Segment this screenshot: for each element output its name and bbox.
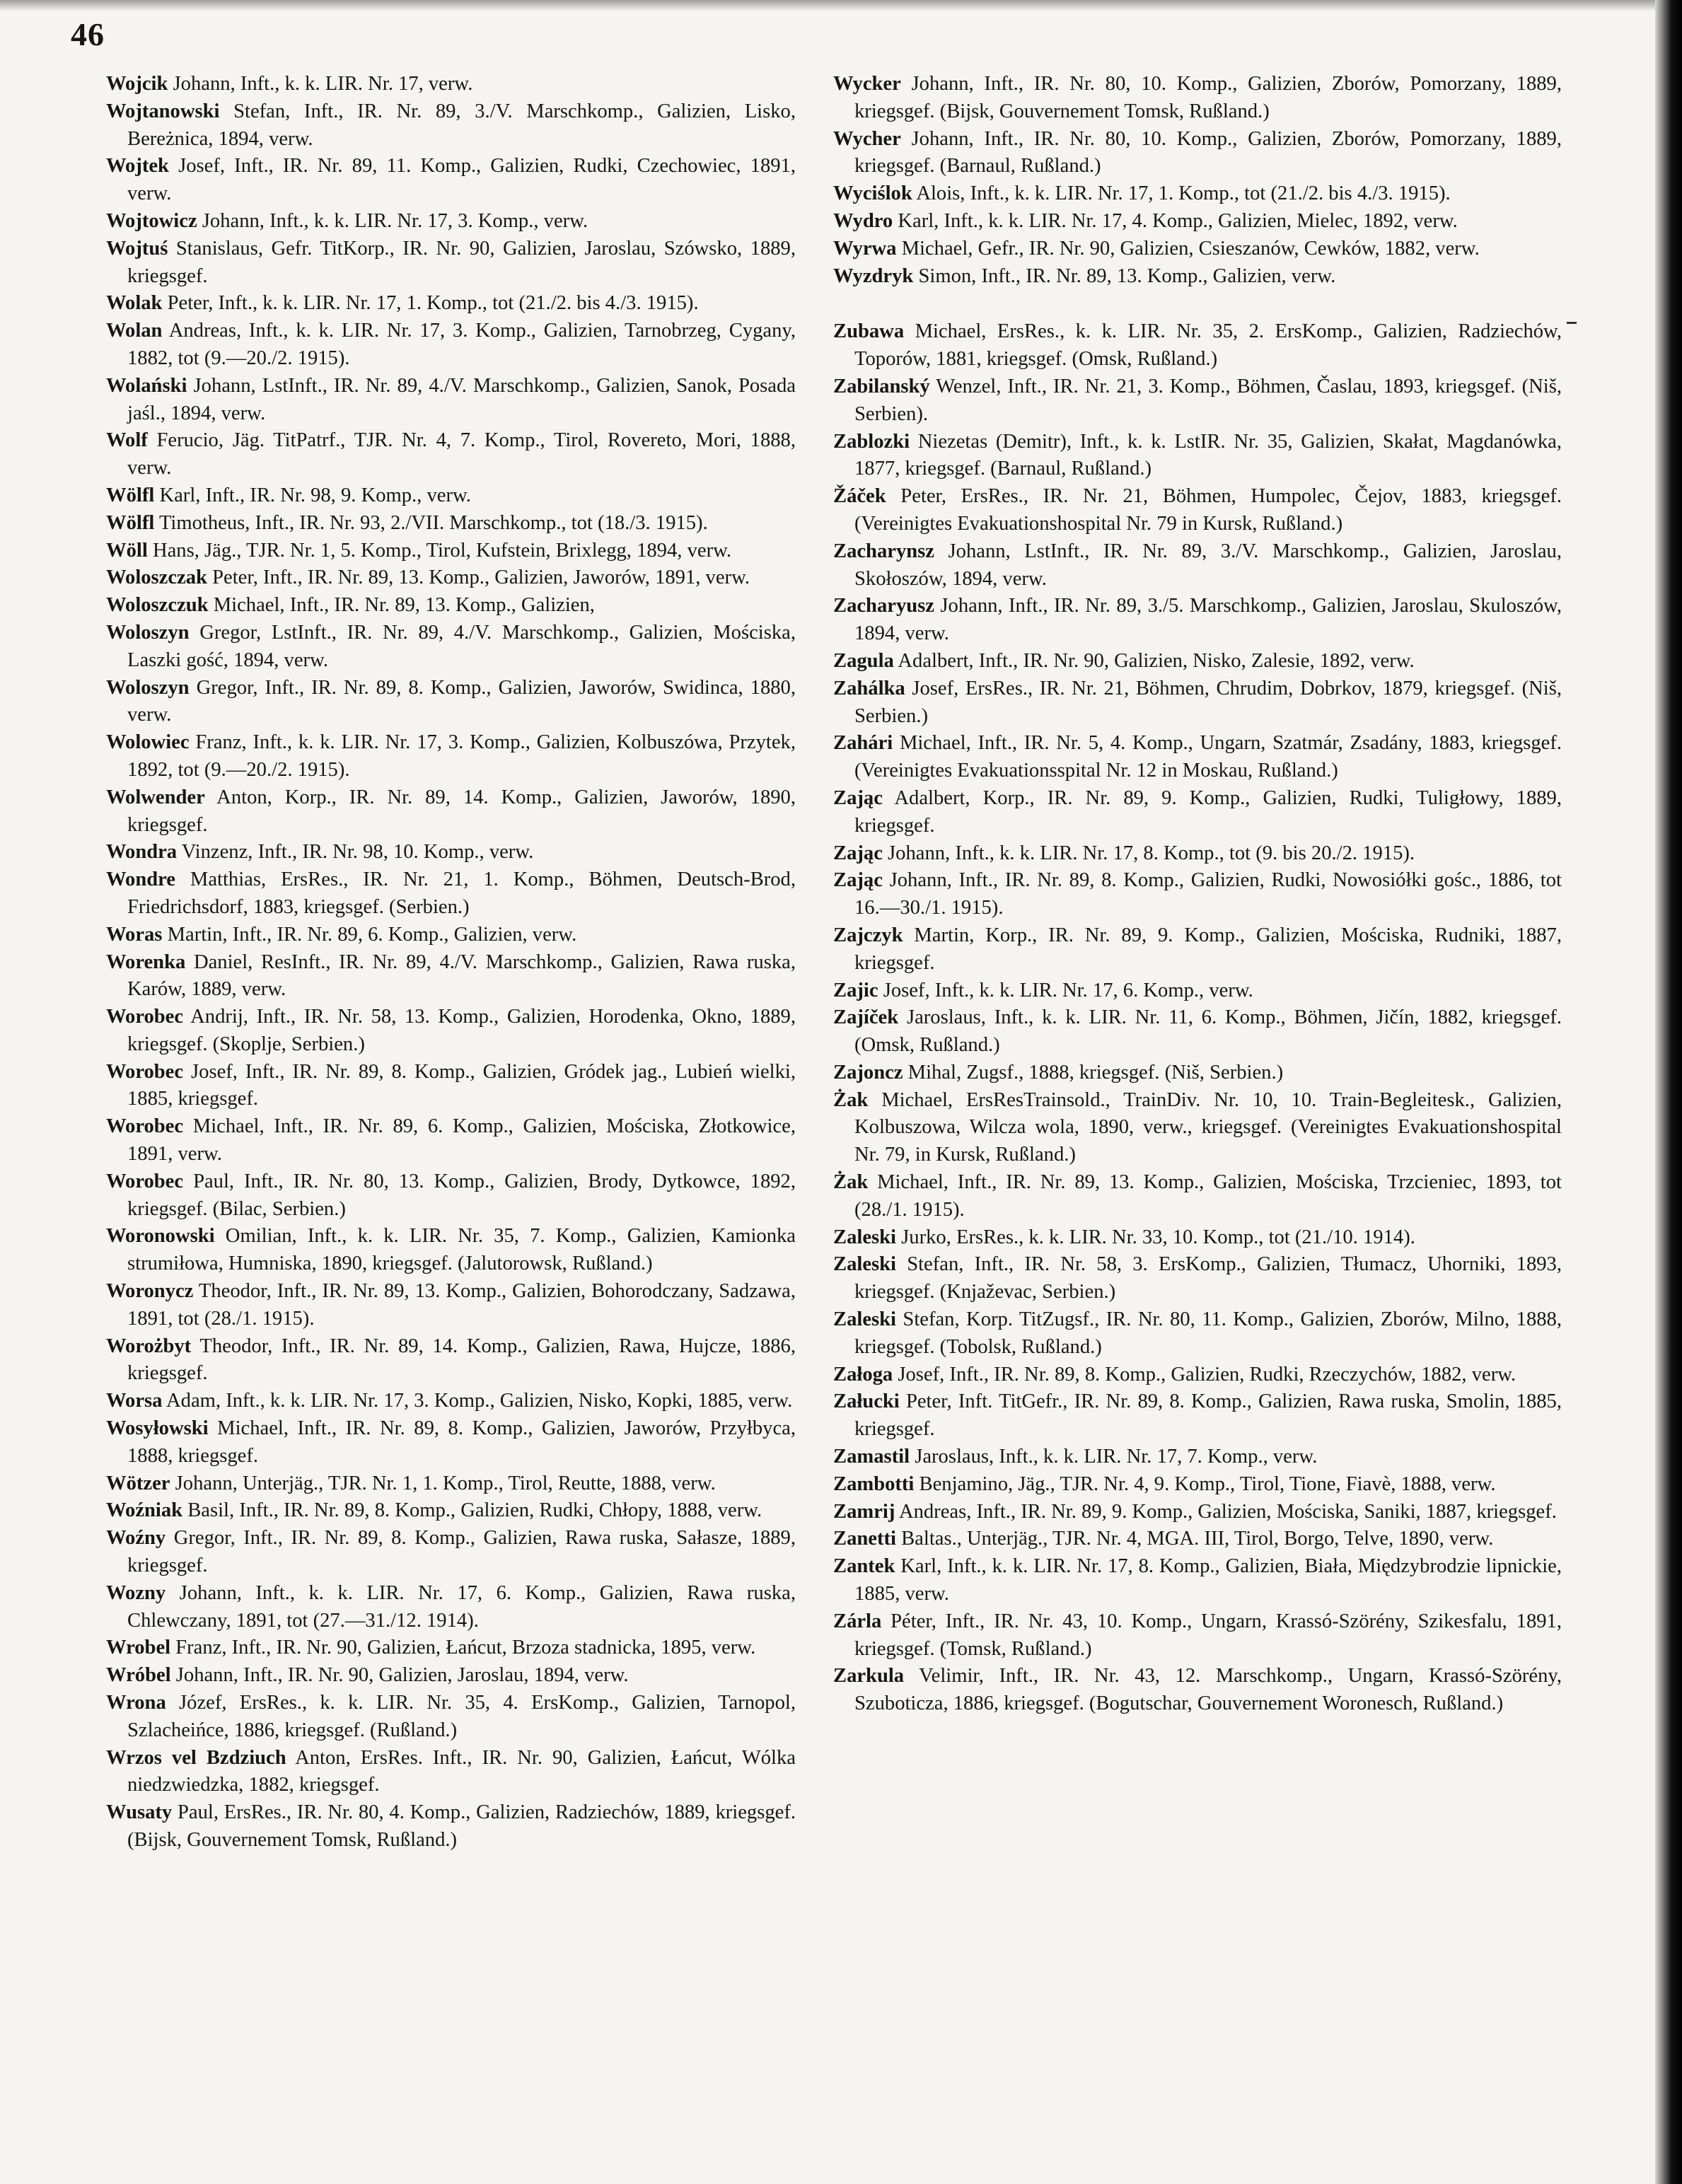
entry-details: Johann, Unterjäg., TJR. Nr. 1, 1. Komp., Tirol, Reutte, 1888, verw. <box>175 1472 716 1494</box>
entry-surname: Zárla <box>833 1610 882 1632</box>
entry-details: Gregor, LstInft., IR. Nr. 89, 4./V. Marschkomp., Galizien, Mościska, Laszki gość, 1894, verw. <box>127 621 796 671</box>
entry-details: Adalbert, Inft., IR. Nr. 90, Galizien, Nisko, Zalesie, 1892, verw. <box>898 649 1415 672</box>
entry-details: Simon, Inft., IR. Nr. 89, 13. Komp., Galizien, verw. <box>918 265 1336 287</box>
register-entry <box>106 1059 796 1114</box>
entry-details: Karl, Inft., IR. Nr. 98, 9. Komp., verw. <box>159 484 471 506</box>
entry-surname: Wycker <box>833 73 901 95</box>
entry-surname: Wolwender <box>106 786 205 808</box>
entry-details: Peter, Inft., IR. Nr. 89, 13. Komp., Galizien, Jaworów, 1891, verw. <box>212 567 750 589</box>
register-entry <box>106 1278 796 1333</box>
register-entry <box>106 1004 796 1059</box>
register-entry <box>106 675 796 730</box>
register-entry <box>106 427 796 482</box>
entry-details: Peter, Inft., k. k. LIR. Nr. 17, 1. Komp., tot (21./2. bis 4./3. 1915). <box>167 292 699 315</box>
register-entry <box>833 1361 1562 1389</box>
register-entry <box>833 180 1562 208</box>
register-entry <box>833 1499 1562 1526</box>
entry-details: Paul, ErsRes., IR. Nr. 80, 4. Komp., Galizien, Radziechów, 1889, kriegsgef. (Bijsk, Gouvernement Tomsk, Rußland.) <box>127 1801 796 1851</box>
entry-surname: Wosyłowski <box>106 1417 209 1440</box>
margin-dash-mark <box>1567 322 1577 324</box>
register-entry <box>106 922 796 949</box>
entry-surname: Zambotti <box>833 1473 915 1495</box>
entry-surname: Zahári <box>833 732 893 755</box>
entry-details: Josef, Inft., IR. Nr. 89, 8. Komp., Galizien, Rudki, Rzeczychów, 1882, verw. <box>898 1363 1516 1386</box>
entry-details: Michael, Inft., IR. Nr. 5, 4. Komp., Ungarn, Szatmár, Zsadány, 1883, kriegsgef. (Vereinigtes Evakuationsspital Nr. 12 in Moskau, Rußland.) <box>854 732 1562 782</box>
entry-details: Timotheus, Inft., IR. Nr. 93, 2./VII. Marschkomp., tot (18./3. 1915). <box>158 511 708 534</box>
register-entry <box>106 98 796 153</box>
register-entry <box>833 867 1562 922</box>
entry-details: Omilian, Inft., k. k. LIR. Nr. 35, 7. Komp., Galizien, Kamionka strumiłowa, Humniska, 1890, kriegsgef. (Jalutorowsk, Rußland.) <box>127 1225 796 1275</box>
entry-details: Franz, Inft., IR. Nr. 90, Galizien, Łańcut, Brzoza stadnicka, 1895, verw. <box>175 1637 756 1659</box>
entry-surname: Żak <box>833 1171 869 1194</box>
entry-surname: Woźniak <box>106 1499 183 1522</box>
entry-details: Daniel, ResInft., IR. Nr. 89, 4./V. Marschkomp., Galizien, Rawa ruska, Karów, 1889, verw. <box>127 951 796 1001</box>
entry-details: Johann, Inft., IR. Nr. 80, 10. Komp., Galizien, Zborów, Pomorzany, 1889, kriegsgef. (Barnaul, Rußland.) <box>854 127 1562 178</box>
entry-surname: Wydro <box>833 209 893 232</box>
entry-surname: Woronowski <box>106 1225 215 1248</box>
register-entry <box>833 263 1562 291</box>
register-entry <box>833 730 1562 785</box>
entry-surname: Wolowiec <box>106 731 190 754</box>
register-entry <box>833 429 1562 484</box>
register-entry <box>106 949 796 1004</box>
entry-surname: Wusaty <box>106 1801 173 1824</box>
entry-details: Michael, Inft., IR. Nr. 89, 8. Komp., Galizien, Jaworów, Przyłbyca, 1888, kriegsgef. <box>127 1417 796 1467</box>
entry-surname: Worobec <box>106 1115 184 1138</box>
register-entry <box>106 373 796 428</box>
entry-details: Adam, Inft., k. k. LIR. Nr. 17, 3. Komp., Galizien, Nisko, Kopki, 1885, verw. <box>166 1390 793 1412</box>
entry-details: Michael, Inft., IR. Nr. 89, 6. Komp., Galizien, Mościska, Złotkowice, 1891, verw. <box>127 1115 796 1166</box>
entry-details: Stefan, Korp. TitZugsf., IR. Nr. 80, 11. Komp., Galizien, Zborów, Milno, 1888, kriegsgef. (Tobolsk, Rußland.) <box>854 1308 1562 1358</box>
register-entry <box>833 593 1562 648</box>
register-entry <box>106 1745 796 1800</box>
entry-details: Wenzel, Inft., IR. Nr. 21, 3. Komp., Böhmen, Časlau, 1893, kriegsgef. (Niš, Serbien). <box>854 375 1562 425</box>
register-entry <box>106 1497 796 1525</box>
entry-details: Anton, Korp., IR. Nr. 89, 14. Komp., Galizien, Jaworów, 1890, kriegsgef. <box>127 786 796 836</box>
register-entry <box>833 1306 1562 1361</box>
register-entry <box>833 1224 1562 1252</box>
entry-details: Theodor, Inft., IR. Nr. 89, 14. Komp., Galizien, Rawa, Hujcze, 1886, kriegsgef. <box>127 1335 796 1385</box>
register-entry <box>833 236 1562 263</box>
entry-details: Johann, Inft., k. k. LIR. Nr. 17, 8. Komp., tot (9. bis 20./2. 1915). <box>888 842 1415 864</box>
entry-surname: Wozny <box>106 1581 166 1604</box>
entry-details: Josef, Inft., k. k. LIR. Nr. 17, 6. Komp., verw. <box>883 979 1253 1001</box>
register-entry <box>833 1608 1562 1663</box>
entry-surname: Wróbel <box>106 1664 171 1687</box>
entry-details: Gregor, Inft., IR. Nr. 89, 8. Komp., Galizien, Jaworów, Swidinca, 1880, verw. <box>127 676 796 726</box>
register-entry <box>833 71 1562 126</box>
register-entry <box>106 1388 796 1415</box>
register-entry <box>106 1634 796 1662</box>
entry-details: Michael, ErsRes., k. k. LIR. Nr. 35, 2. ErsKomp., Galizien, Radziechów, Toporów, 1881, kriegsgef. (Omsk, Rußland.) <box>854 320 1562 371</box>
register-entry <box>833 1444 1562 1471</box>
entry-surname: Wondre <box>106 869 175 891</box>
entry-details: Mihal, Zugsf., 1888, kriegsgef. (Niš, Serbien.) <box>907 1061 1284 1084</box>
entry-surname: Wyciślok <box>833 182 912 205</box>
entry-surname: Woźny <box>106 1527 166 1550</box>
register-entry <box>833 483 1562 538</box>
left-column <box>106 71 796 1854</box>
scan-top-edge <box>0 0 1655 11</box>
register-entry <box>833 840 1562 868</box>
entry-surname: Zajczyk <box>833 924 903 946</box>
entry-surname: Woloszyn <box>106 676 190 699</box>
entry-surname: Wojtowicz <box>106 209 197 232</box>
register-entry <box>833 538 1562 593</box>
entry-surname: Zablozki <box>833 430 910 453</box>
entry-surname: Zarkula <box>833 1665 905 1688</box>
entry-surname: Woras <box>106 923 163 946</box>
entry-surname: Zacharynsz <box>833 540 934 562</box>
entry-details: Martin, Inft., IR. Nr. 89, 6. Komp., Galizien, verw. <box>167 923 577 946</box>
entry-surname: Zajic <box>833 979 878 1001</box>
scan-dark-margin <box>1655 0 1682 2184</box>
entry-surname: Worenka <box>106 951 186 973</box>
entry-surname: Żak <box>833 1088 869 1111</box>
entry-surname: Zajoncz <box>833 1061 903 1084</box>
register-entry <box>833 318 1562 373</box>
entry-surname: Wyzdryk <box>833 265 914 287</box>
entry-surname: Załoga <box>833 1363 893 1386</box>
register-entry <box>106 1690 796 1745</box>
entry-details: Johann, Inft., k. k. LIR. Nr. 17, verw. <box>173 73 473 95</box>
entry-surname: Wycher <box>833 127 901 150</box>
entry-surname: Wölfl <box>106 484 155 506</box>
register-entry <box>106 839 796 866</box>
register-entry <box>106 318 796 373</box>
entry-surname: Woronycz <box>106 1280 194 1303</box>
register-entry <box>833 126 1562 181</box>
entry-details: Johann, Inft., IR. Nr. 89, 8. Komp., Galizien, Rudki, Nowosiółki gośc., 1886, tot 16.—30./1. 1915). <box>854 869 1562 919</box>
entry-details: Karl, Inft., k. k. LIR. Nr. 17, 4. Komp., Galizien, Mielec, 1892, verw. <box>898 209 1458 232</box>
entry-details: Alois, Inft., k. k. LIR. Nr. 17, 1. Komp., tot (21./2. bis 4./3. 1915). <box>916 182 1451 205</box>
entry-details: Theodor, Inft., IR. Nr. 89, 13. Komp., Galizien, Bohorodczany, Sadzawa, 1891, tot (28./1. 1915). <box>127 1280 796 1330</box>
register-entry <box>833 1087 1562 1169</box>
entry-surname: Wojtek <box>106 155 169 178</box>
entry-surname: Zamrij <box>833 1500 895 1523</box>
entry-surname: Zubawa <box>833 320 905 343</box>
entry-surname: Zajíček <box>833 1006 899 1029</box>
entry-surname: Wötzer <box>106 1472 170 1494</box>
entry-surname: Wölfl <box>106 511 155 534</box>
right-column-z-section <box>833 318 1562 1718</box>
register-entry <box>833 922 1562 977</box>
right-column-w-section <box>833 71 1562 290</box>
entry-surname: Wojcik <box>106 73 168 95</box>
register-entry <box>106 236 796 291</box>
entry-surname: Zabilanský <box>833 375 930 397</box>
entry-surname: Worobec <box>106 1170 184 1192</box>
entry-surname: Worsa <box>106 1390 163 1412</box>
register-entry <box>106 729 796 784</box>
entry-details: Péter, Inft., IR. Nr. 43, 10. Komp., Ungarn, Krassó-Szörény, Szikesfalu, 1891, kriegsgef. (Tomsk, Rußland.) <box>854 1610 1562 1660</box>
entry-surname: Zając <box>833 786 883 809</box>
entry-surname: Zając <box>833 869 883 892</box>
entry-surname: Załucki <box>833 1390 900 1413</box>
entry-details: Niezetas (Demitr), Inft., k. k. LstIR. Nr. 35, Galizien, Skałat, Magdanówka, 1877, kriegsgef. (Barnaul, Rußland.) <box>854 430 1562 480</box>
entry-details: Franz, Inft., k. k. LIR. Nr. 17, 3. Komp., Galizien, Kolbuszówa, Przytek, 1892, tot (9.—20./2. 1915). <box>127 731 796 781</box>
entry-details: Adalbert, Korp., IR. Nr. 89, 9. Komp., Galizien, Rudki, Tuligłowy, 1889, kriegsgef. <box>854 786 1562 837</box>
entry-surname: Woloszczuk <box>106 594 209 617</box>
register-entry <box>833 977 1562 1005</box>
register-entry <box>833 1251 1562 1306</box>
entry-surname: Zanetti <box>833 1528 896 1550</box>
entry-surname: Wojtuś <box>106 237 168 260</box>
register-entry <box>106 538 796 565</box>
entry-details: Matthias, ErsRes., IR. Nr. 21, 1. Komp., Böhmen, Deutsch-Brod, Friedrichsdorf, 1883, kriegsgef. (Serbien.) <box>127 869 796 918</box>
entry-details: Peter, Inft. TitGefr., IR. Nr. 89, 8. Komp., Galizien, Rawa ruska, Smolin, 1885, kriegsgef. <box>854 1390 1562 1441</box>
entry-surname: Woloszczak <box>106 567 207 589</box>
entry-details: Basil, Inft., IR. Nr. 89, 8. Komp., Galizien, Rudki, Chłopy, 1888, verw. <box>187 1499 762 1522</box>
register-entry <box>833 1169 1562 1224</box>
entry-details: Jaroslaus, Inft., k. k. LIR. Nr. 17, 7. Komp., verw. <box>915 1446 1318 1468</box>
entry-details: Johann, Inft., k. k. LIR. Nr. 17, 3. Komp., verw. <box>202 209 588 232</box>
register-entry <box>106 208 796 236</box>
entry-details: Velimir, Inft., IR. Nr. 43, 12. Marschkomp., Ungarn, Krassó-Szörény, Szuboticza, 1886, kriegsgef. (Bogutschar, Gouvernement Woronesch, Rußland.) <box>854 1665 1562 1715</box>
entry-details: Josef, Inft., IR. Nr. 89, 8. Komp., Galizien, Gródek jag., Lubień wielki, 1885, kriegsgef. <box>127 1060 796 1110</box>
entry-details: Johann, Inft., IR. Nr. 80, 10. Komp., Galizien, Zborów, Pomorzany, 1889, kriegsgef. (Bijsk, Gouvernement Tomsk, Rußland.) <box>854 73 1562 122</box>
entry-surname: Wrzos vel Bzdziuch <box>106 1746 286 1769</box>
register-entry <box>106 510 796 538</box>
entry-details: Jaroslaus, Inft., k. k. LIR. Nr. 11, 6. Komp., Böhmen, Jičín, 1882, kriegsgef. (Omsk, Rußland.) <box>854 1006 1562 1057</box>
register-entry <box>106 784 796 840</box>
entry-surname: Zaleski <box>833 1226 896 1248</box>
entry-surname: Wojtanowski <box>106 100 220 122</box>
entry-surname: Wyrwa <box>833 237 897 260</box>
register-entry <box>106 71 796 98</box>
entry-details: Gregor, Inft., IR. Nr. 89, 8. Komp., Galizien, Rawa ruska, Sałasze, 1889, kriegsgef. <box>127 1527 796 1577</box>
register-entry <box>833 675 1562 731</box>
entry-surname: Worobec <box>106 1006 184 1028</box>
entry-details: Josef, Inft., IR. Nr. 89, 11. Komp., Galizien, Rudki, Czechowiec, 1891, verw. <box>127 155 796 205</box>
entry-details: Paul, Inft., IR. Nr. 80, 13. Komp., Galizien, Brody, Dytkowce, 1892, kriegsgef. (Bilac, Serbien.) <box>127 1170 796 1220</box>
entry-details: Martin, Korp., IR. Nr. 89, 9. Komp., Galizien, Mościska, Rudniki, 1887, kriegsgef. <box>854 924 1562 974</box>
entry-surname: Wöll <box>106 539 148 562</box>
register-entry <box>106 1662 796 1690</box>
entry-details: Baltas., Unterjäg., TJR. Nr. 4, MGA. III, Tirol, Borgo, Telve, 1890, verw. <box>901 1528 1494 1550</box>
register-entry <box>833 208 1562 236</box>
entry-surname: Wrobel <box>106 1637 171 1659</box>
entry-details: Stefan, Inft., IR. Nr. 58, 3. ErsKomp., Galizien, Tłumacz, Uhorniki, 1893, kriegsgef. (Knjaževac, Serbien.) <box>854 1253 1562 1303</box>
entry-surname: Worobec <box>106 1060 184 1083</box>
entry-surname: Zahálka <box>833 677 905 699</box>
entry-surname: Woloszyn <box>106 621 190 644</box>
register-entry <box>833 1388 1562 1444</box>
entry-details: Johann, Inft., IR. Nr. 90, Galizien, Jaroslau, 1894, verw. <box>175 1664 629 1687</box>
register-entry <box>106 1799 796 1854</box>
entry-surname: Wrona <box>106 1692 166 1714</box>
register-entry <box>833 785 1562 840</box>
register-entry <box>106 620 796 675</box>
entry-details: Karl, Inft., k. k. LIR. Nr. 17, 8. Komp., Galizien, Biała, Międzybrodzie lipnickie, 1885, verw. <box>854 1555 1562 1605</box>
register-entry <box>106 592 796 620</box>
entry-surname: Zacharyusz <box>833 595 934 617</box>
entry-details: Michael, ErsResTrainsold., TrainDiv. Nr. 10, 10. Train-Begleitesk., Galizien, Kolbuszowa, Wilcza wola, 1890, verw., kriegsgef. (Vereinigtes Evakuationshospital Nr. 79, in Kursk, Rußland.) <box>854 1088 1562 1166</box>
entry-details: Andreas, Inft., k. k. LIR. Nr. 17, 3. Komp., Galizien, Tarnobrzeg, Cygany, 1882, tot (9.—20./2. 1915). <box>127 320 796 369</box>
register-entry <box>833 1663 1562 1718</box>
register-entry <box>106 1223 796 1278</box>
entry-details: Ferucio, Jäg. TitPatrf., TJR. Nr. 4, 7. Komp., Tirol, Rovereto, Mori, 1888, verw. <box>127 429 796 480</box>
entry-surname: Wolan <box>106 320 163 342</box>
register-entry <box>106 1113 796 1168</box>
register-entry <box>833 1004 1562 1059</box>
entry-surname: Zaleski <box>833 1253 896 1276</box>
register-entry <box>106 1333 796 1388</box>
entry-surname: Zaleski <box>833 1308 896 1331</box>
register-entry <box>106 482 796 510</box>
entry-details: Michael, Inft., IR. Nr. 89, 13. Komp., Galizien, <box>213 594 595 617</box>
entry-surname: Worożbyt <box>106 1335 192 1357</box>
register-entry <box>833 648 1562 675</box>
entry-details: Benjamino, Jäg., TJR. Nr. 4, 9. Komp., Tirol, Tione, Fiavè, 1888, verw. <box>919 1473 1496 1495</box>
entry-details: Andreas, Inft., IR. Nr. 89, 9. Komp., Galizien, Mościska, Saniki, 1887, kriegsgef. <box>898 1500 1557 1523</box>
register-entry <box>106 1525 796 1580</box>
entry-surname: Wolański <box>106 374 187 397</box>
entry-surname: Žáček <box>833 485 886 508</box>
entry-details: Johann, Inft., IR. Nr. 89, 3./5. Marschkomp., Galizien, Jaroslau, Skuloszów, 1894, verw. <box>854 595 1562 645</box>
register-entry <box>106 1415 796 1470</box>
register-entry <box>106 290 796 318</box>
entry-details: Hans, Jäg., TJR. Nr. 1, 5. Komp., Tirol, Kufstein, Brixlegg, 1894, verw. <box>152 539 732 562</box>
entry-surname: Wolak <box>106 292 163 315</box>
entry-details: Stanislaus, Gefr. TitKorp., IR. Nr. 90, Galizien, Jaroslau, Szówsko, 1889, kriegsgef. <box>127 237 796 287</box>
entry-details: Józef, ErsRes., k. k. LIR. Nr. 35, 4. ErsKomp., Galizien, Tarnopol, Szlacheińce, 1886, kriegsgef. (Rußland.) <box>127 1692 796 1741</box>
entry-surname: Wolf <box>106 429 148 452</box>
entry-details: Stefan, Inft., IR. Nr. 89, 3./V. Marschkomp., Galizien, Lisko, Bereżnica, 1894, verw. <box>127 100 796 150</box>
register-entry <box>106 153 796 208</box>
entry-surname: Zając <box>833 842 883 864</box>
register-entry <box>833 1526 1562 1553</box>
register-entry <box>833 373 1562 429</box>
entry-details: Michael, Inft., IR. Nr. 89, 13. Komp., Galizien, Mościska, Trzcieniec, 1893, tot (28./1. 1915). <box>854 1171 1562 1221</box>
register-entry <box>833 1471 1562 1499</box>
register-entry <box>106 866 796 922</box>
entry-details: Josef, ErsRes., IR. Nr. 21, Böhmen, Chrudim, Dobrkov, 1879, kriegsgef. (Niš, Serbien.) <box>854 677 1562 727</box>
entry-details: Andrij, Inft., IR. Nr. 58, 13. Komp., Galizien, Horodenka, Okno, 1889, kriegsgef. (Skoplje, Serbien.) <box>127 1006 796 1055</box>
register-entry <box>106 1168 796 1224</box>
entry-details: Anton, ErsRes. Inft., IR. Nr. 90, Galizien, Łańcut, Wólka niedzwiedzka, 1882, kriegsgef. <box>127 1746 796 1796</box>
register-entry <box>106 564 796 592</box>
entry-surname: Wondra <box>106 841 178 864</box>
entry-surname: Zantek <box>833 1555 895 1578</box>
register-entry <box>106 1470 796 1498</box>
entry-details: Jurko, ErsRes., k. k. LIR. Nr. 33, 10. Komp., tot (21./10. 1914). <box>901 1226 1415 1248</box>
register-entry <box>833 1553 1562 1608</box>
entry-details: Michael, Gefr., IR. Nr. 90, Galizien, Csieszanów, Cewków, 1882, verw. <box>901 237 1480 260</box>
entry-details: Johann, LstInft., IR. Nr. 89, 3./V. Marschkomp., Galizien, Jaroslau, Skołoszów, 1894, verw. <box>854 540 1562 590</box>
entry-details: Vinzenz, Inft., IR. Nr. 98, 10. Komp., verw. <box>181 841 534 864</box>
page-number: 46 <box>71 16 105 52</box>
section-gap <box>833 290 1562 318</box>
register-entry <box>106 1580 796 1635</box>
entry-details: Peter, ErsRes., IR. Nr. 21, Böhmen, Humpolec, Čejov, 1883, kriegsgef. (Vereinigtes Evakuationshospital Nr. 79 in Kursk, Rußland.) <box>854 485 1562 535</box>
entry-surname: Zamastil <box>833 1446 910 1468</box>
entry-surname: Zagula <box>833 649 894 672</box>
register-entry <box>833 1059 1562 1087</box>
right-column <box>833 71 1562 1718</box>
entry-details: Johann, LstInft., IR. Nr. 89, 4./V. Marschkomp., Galizien, Sanok, Posada jaśl., 1894, verw. <box>127 374 796 424</box>
entry-details: Johann, Inft., k. k. LIR. Nr. 17, 6. Komp., Galizien, Rawa ruska, Chlewczany, 1891, tot (27.—31./12. 1914). <box>127 1581 796 1632</box>
